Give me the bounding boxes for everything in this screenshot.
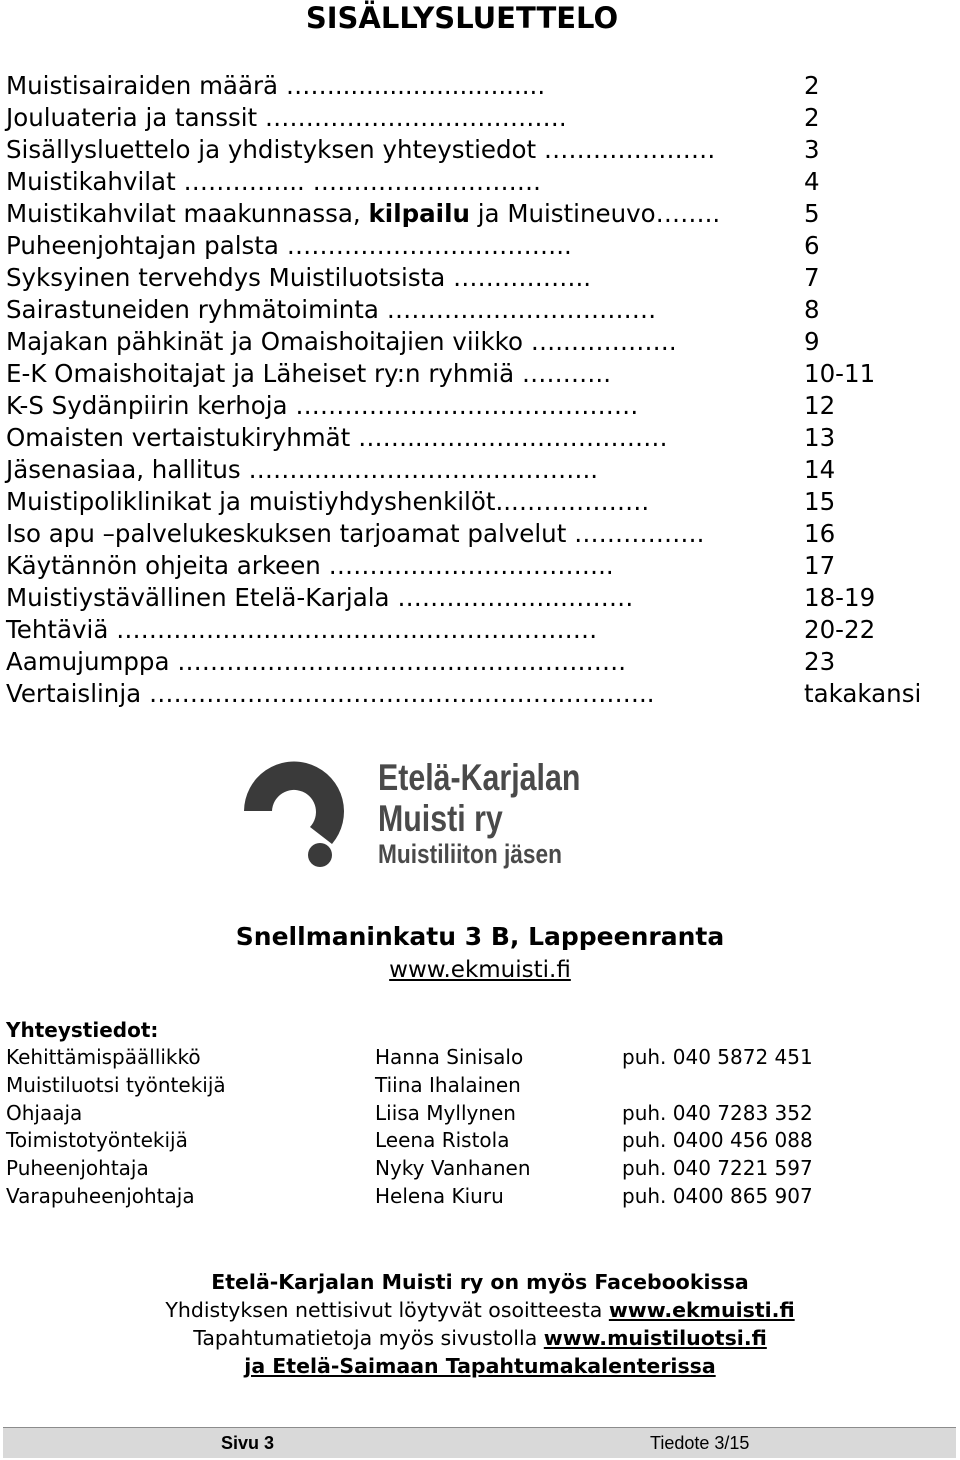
contact-row [6, 1072, 946, 1100]
website-note-link[interactable]: www.ekmuisti.fi [608, 1298, 795, 1322]
contact-row [6, 1127, 946, 1155]
address: Snellmaninkatu 3 B, Lappeenranta [235, 922, 725, 951]
toc-entry: Tehtäviä ………………………………..………………… [6, 615, 598, 644]
toc-row [6, 550, 946, 582]
contact-phone: puh. 0400 865 907 [622, 1183, 813, 1208]
toc-entry: Vertaislinja …………………………………………………….. [6, 679, 655, 708]
toc-page-number: 2 [804, 71, 820, 100]
toc-entry: Sairastuneiden ryhmätoiminta …………………………… [6, 295, 657, 324]
table-of-contents [6, 70, 946, 710]
logo-text-line2: Muisti ry [378, 798, 503, 839]
contact-name: Nyky Vanhanen [375, 1156, 531, 1181]
contacts-heading: Yhteystiedot: [6, 1018, 159, 1042]
page-title: SISÄLLYSLUETTELO [305, 1, 619, 35]
events-note-link[interactable]: www.muistiluotsi.fi [543, 1326, 767, 1350]
toc-row [6, 166, 946, 198]
contact-row [6, 1183, 946, 1211]
toc-row [6, 582, 946, 614]
toc-page-number: 14 [804, 455, 836, 484]
toc-row [6, 486, 946, 518]
contact-phone: puh. 040 7283 352 [622, 1100, 813, 1125]
facebook-note: Etelä-Karjalan Muisti ry on myös Facebookissa [211, 1270, 749, 1294]
contacts-table [6, 1044, 946, 1211]
contact-row [6, 1155, 946, 1183]
toc-row [6, 646, 946, 678]
contact-role: Kehittämispäällikkö [6, 1045, 201, 1069]
toc-row [6, 102, 946, 134]
contact-name: Liisa Myllynen [375, 1100, 516, 1125]
toc-page-number: 5 [804, 199, 820, 228]
toc-entry: Syksyinen tervehdys Muistiluotsista …………….. [6, 263, 592, 292]
toc-entry: Muistipoliklinikat ja muistiyhdyshenkilöt...……………. [6, 487, 650, 516]
toc-page-number: 13 [804, 423, 836, 452]
toc-entry: Muistikahvilat …………... ………………………. [6, 167, 541, 196]
toc-page-number: 10-11 [804, 359, 876, 388]
logo-mark-icon [234, 753, 354, 873]
page-footer-bar [3, 1427, 956, 1458]
toc-row [6, 134, 946, 166]
contact-name: Hanna Sinisalo [375, 1045, 524, 1069]
toc-page-number: 4 [804, 167, 820, 196]
toc-entry: E-K Omaishoitajat ja Läheiset ry:n ryhmiä ……….. [6, 359, 611, 388]
toc-page-number: 17 [804, 551, 836, 580]
website-note-text: Yhdistyksen nettisivut löytyvät osoitteesta [165, 1298, 609, 1322]
events-note-text: Tapahtumatietoja myös sivustolla [193, 1326, 544, 1350]
toc-page-number: 23 [804, 647, 836, 676]
toc-page-number: 8 [804, 295, 820, 324]
issue-label: Tiedote 3/15 [650, 1433, 750, 1453]
website-note [0, 1296, 960, 1324]
toc-entry: Omaisten vertaistukiryhmät ……..………………………… [6, 423, 668, 452]
contact-role: Ohjaaja [6, 1100, 83, 1125]
page-number-label: Sivu 3 [221, 1433, 275, 1453]
toc-row [6, 518, 946, 550]
contact-name: Tiina Ihalainen [375, 1072, 521, 1097]
toc-page-number: 12 [804, 391, 836, 420]
contact-role: Varapuheenjohtaja [6, 1183, 195, 1208]
contact-role: Puheenjohtaja [6, 1156, 149, 1181]
contact-role: Muistiluotsi työntekijä [6, 1072, 226, 1097]
toc-page-number: 2 [804, 103, 820, 132]
toc-page-number: 3 [804, 135, 820, 164]
toc-page-number: 6 [804, 231, 820, 260]
toc-row [6, 422, 946, 454]
contact-phone: puh. 040 5872 451 [622, 1045, 813, 1069]
toc-row [6, 70, 946, 102]
toc-entry: Iso apu –palvelukeskuksen tarjoamat palvelut ……………. [6, 519, 705, 548]
contact-role: Toimistotyöntekijä [6, 1128, 188, 1153]
toc-row [6, 454, 946, 486]
contact-phone: puh. 0400 456 088 [622, 1128, 813, 1153]
contact-name: Leena Ristola [375, 1128, 510, 1153]
toc-row [6, 230, 946, 262]
logo-text-line1: Etelä-Karjalan [378, 757, 581, 798]
toc-page-number: 9 [804, 327, 820, 356]
toc-row [6, 390, 946, 422]
organization-logo [234, 745, 614, 880]
toc-page-number: takakansi [804, 679, 922, 708]
events-note [0, 1324, 960, 1352]
toc-entry [6, 198, 720, 230]
toc-entry: Jouluateria ja tanssit ………………………………. [6, 103, 567, 132]
logo-text-line3: Muistiliiton jäsen [378, 839, 562, 869]
website-link[interactable]: www.ekmuisti.fi [389, 957, 571, 983]
toc-entry: Käytännön ohjeita arkeen …………………………….. [6, 551, 614, 580]
toc-entry: Aamujumppa ………………………………………………. [6, 647, 627, 676]
toc-row [6, 294, 946, 326]
toc-row [6, 262, 946, 294]
toc-row [6, 614, 946, 646]
toc-entry: Muistiystävällinen Etelä-Karjala ………………..……… [6, 583, 634, 612]
toc-row [6, 198, 946, 230]
calendar-note[interactable]: ja Etelä-Saimaan Tapahtumakalenterissa [244, 1354, 716, 1378]
contact-phone: puh. 040 7221 597 [622, 1156, 813, 1181]
toc-entry: Puheenjohtajan palsta …………………………….. [6, 231, 572, 260]
toc-page-number: 20-22 [804, 615, 876, 644]
contact-name: Helena Kiuru [375, 1183, 504, 1208]
toc-entry: Majakan pähkinät ja Omaishoitajien viikko …..…………. [6, 327, 677, 356]
toc-entry-bold: kilpailu [368, 199, 470, 228]
contact-row [6, 1044, 946, 1072]
toc-page-number: 7 [804, 263, 820, 292]
toc-page-number: 16 [804, 519, 836, 548]
footer-info [0, 1268, 960, 1380]
toc-entry: Muistisairaiden määrä ……........................... [6, 71, 546, 100]
toc-entry: Sisällysluettelo ja yhdistyksen yhteystiedot ………………… [6, 135, 716, 164]
toc-page-number: 15 [804, 487, 836, 516]
toc-entry: K-S Sydänpiirin kerhoja …………………………………… [6, 391, 639, 420]
toc-entry: Jäsenasiaa, hallitus ………..………………………….. [6, 455, 599, 484]
contact-row [6, 1100, 946, 1128]
toc-row [6, 326, 946, 358]
toc-row [6, 358, 946, 390]
toc-page-number: 18-19 [804, 583, 876, 612]
toc-entry-part: Muistikahvilat maakunnassa, [6, 199, 369, 228]
toc-entry-part: ja Muistineuvo…….. [469, 199, 721, 228]
toc-row [6, 678, 946, 710]
